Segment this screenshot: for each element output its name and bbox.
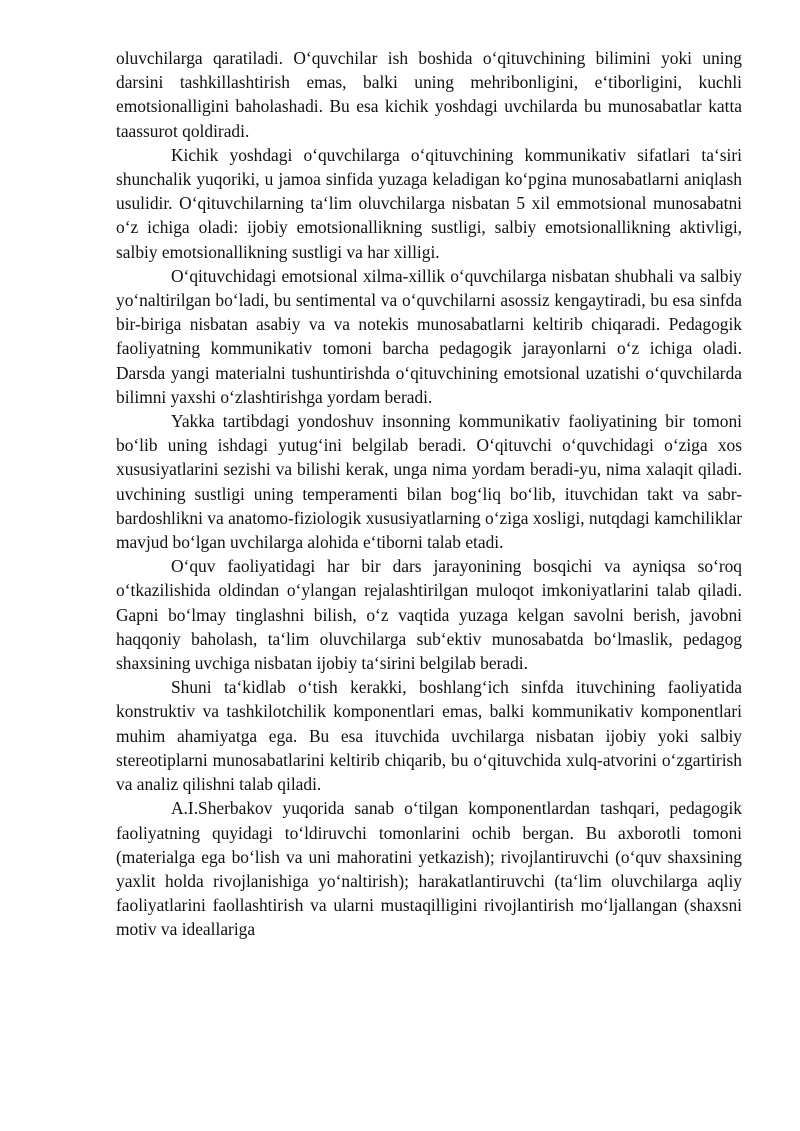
paragraph-1: oluvchilarga qaratiladi. O‘quvchilar ish boshida o‘qituvchining bilimini yoki uning darsini tashkillashtirish emas, balki uning mehribonligini, e‘tiborligini, kuchli emotsionalligini baholashadi. Bu esa kichik yoshdagi uvchilarda bu munosabatlar katta taassurot qoldiradi.: [116, 48, 742, 141]
paragraph-6: Shuni ta‘kidlab o‘tish kerakki, boshlang‘ich sinfda ituvchining faoliyatida konstruktiv va tashkilotchilik komponentlari emas, balki kommunikativ komponentlari muhim ahamiyatga ega. Bu esa ituvchida uvchilarga nisbatan ijobiy yoki salbiy stereotiplarni munosabatlarini keltirib chiqarib, bu o‘qituvchida xulq-atvorini o‘zgartirish va analiz qilishni talab qiladi.: [116, 677, 742, 795]
document-page: [116, 46, 742, 942]
paragraph-4: Yakka tartibdagi yondoshuv insonning kommunikativ faoliyatining bir tomoni bo‘lib uning ishdagi yutug‘ini belgilab beradi. O‘qituvchi o‘quvchidagi o‘ziga xos xususiyatlarini sezishi va bilishi kerak, unga nima yordam beradi-yu, nima xalaqit qiladi. uvchining sustligi uning temperamenti bilan bog‘liq bo‘lib, ituvchidan takt va sabr-bardoshlikni va anatomo-fiziologik xususiyatlarning o‘ziga xosligi, nutqdagi kamchiliklar mavjud bo‘lgan uvchilarga alohida e‘tiborni talab etadi.: [116, 411, 742, 553]
paragraph-7: A.I.Sherbakov yuqorida sanab o‘tilgan komponentlardan tashqari, pedagogik faoliyatning quyidagi to‘ldiruvchi tomonlarini ochib bergan. Bu axborotli tomoni (materialga ega bo‘lish va uni mahoratini yetkazish); rivojlantiruvchi (o‘quv shaxsining yaxlit holda rivojlanishiga yo‘naltirish); harakatlantiruvchi (ta‘lim oluvchilarga aqliy faoliyatlarini faollashtirish va ularni mustaqilligini rivojlantirish mo‘ljallangan (shaxsni motiv va ideallariga: [116, 798, 742, 940]
paragraph-5: O‘quv faoliyatidagi har bir dars jarayonining bosqichi va ayniqsa so‘roq o‘tkazilishida oldindan o‘ylangan rejalashtirilgan muloqot imkoniyatlarini talab qiladi. Gapni bo‘lmay tinglashni bilish, o‘z vaqtida yuzaga kelgan savolni berish, javobni haqqoniy baholash, ta‘lim oluvchilarga sub‘ektiv munosabatda bo‘lmaslik, pedagog shaxsining uvchiga nisbatan ijobiy ta‘sirini belgilab beradi.: [116, 556, 742, 674]
paragraph-3: O‘qituvchidagi emotsional xilma-xillik o‘quvchilarga nisbatan shubhali va salbiy yo‘naltirilgan bo‘ladi, bu sentimental va o‘quvchilarni asossiz kengaytiradi, bu esa sinfda bir-biriga nisbatan asabiy va va notekis munosabatlarni keltirib chiqaradi. Pedagogik faoliyatning kommunikativ tomoni barcha pedagogik jarayonlarni o‘z ichiga oladi. Darsda yangi materialni tushuntirishda o‘qituvchining emotsional uzatishi o‘quvchilarda bilimni yaxshi o‘zlashtirishga yordam beradi.: [116, 265, 742, 407]
paragraph-2: Kichik yoshdagi o‘quvchilarga o‘qituvchining kommunikativ sifatlari ta‘siri shunchalik yuqoriki, u jamoa sinfida yuzaga keladigan ko‘pgina munosabatlarni aniqlash usulidir. O‘qituvchilarning ta‘lim oluvchilarga nisbatan 5 xil emmotsional munosabatni o‘z ichiga oladi: ijobiy emotsionallikning sustligi, salbiy emotsionallikning aktivligi, salbiy emotsionallikning sustligi va har xilligi.: [116, 144, 742, 262]
